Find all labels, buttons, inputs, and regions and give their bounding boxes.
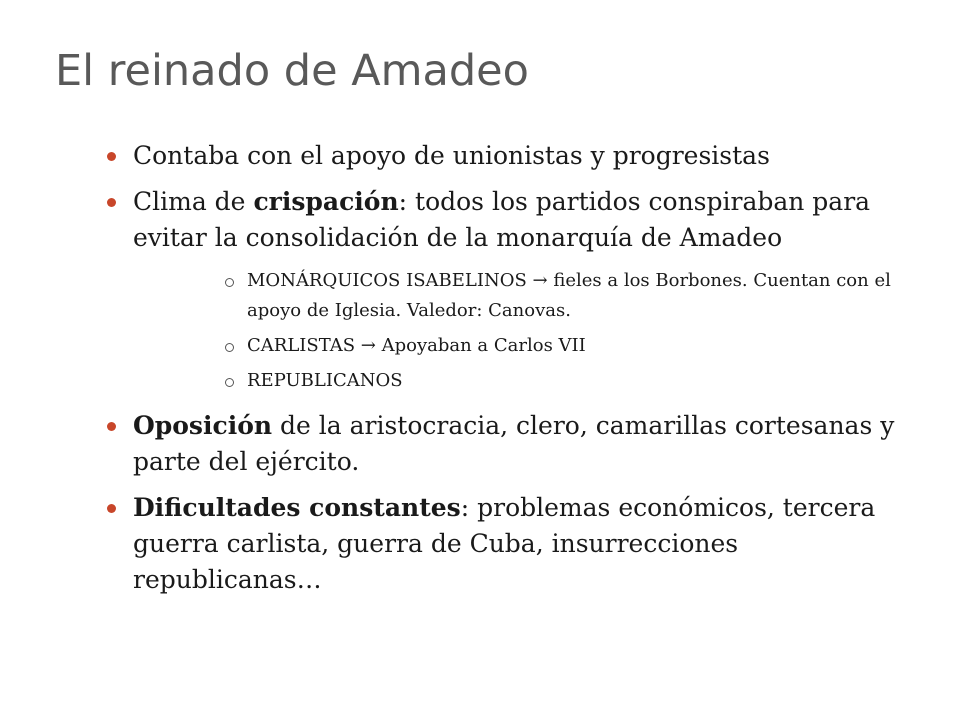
sub-item-text: REPUBLICANOS [247,370,403,391]
bullet-text: : todos los partidos conspiraban para evitar la consolidación de la monarquía de Amadeo [133,187,871,252]
slide-title: El reinado de Amadeo [55,46,529,96]
bullet-dot-icon [107,422,116,431]
bullet-item [105,490,925,598]
sub-list [105,266,925,396]
bullet-text: de la aristocracia, clero, camarillas cortesanas y parte del ejército. [133,411,895,476]
sub-item-text: MONÁRQUICOS ISABELINOS → fieles a los Borbones. Cuentan con el apoyo de Iglesia. Valedor: Canovas. [247,270,891,321]
bullet-dot-icon [107,198,116,207]
bullet-bold: Oposición [133,411,273,440]
sub-item [223,266,907,326]
sub-item [223,331,907,361]
bullet-bold: crispación [253,187,399,216]
slide-content [105,138,925,608]
bullet-text: : problemas económicos, tercera guerra carlista, guerra de Cuba, insurrecciones republicanas… [133,493,876,594]
circle-bullet-icon [225,343,234,352]
bullet-item [105,184,925,256]
bullet-item [105,138,925,174]
circle-bullet-icon [225,278,234,287]
bullet-dot-icon [107,504,116,513]
sub-item-text: CARLISTAS → Apoyaban a Carlos VII [247,335,586,356]
bullet-prefix: Clima de [133,187,254,216]
sub-item [223,366,907,396]
bullet-bold: Dificultades constantes [133,493,461,522]
bullet-text: Contaba con el apoyo de unionistas y progresistas [133,141,770,170]
circle-bullet-icon [225,378,234,387]
bullet-item [105,408,925,480]
bullet-dot-icon [107,152,116,161]
